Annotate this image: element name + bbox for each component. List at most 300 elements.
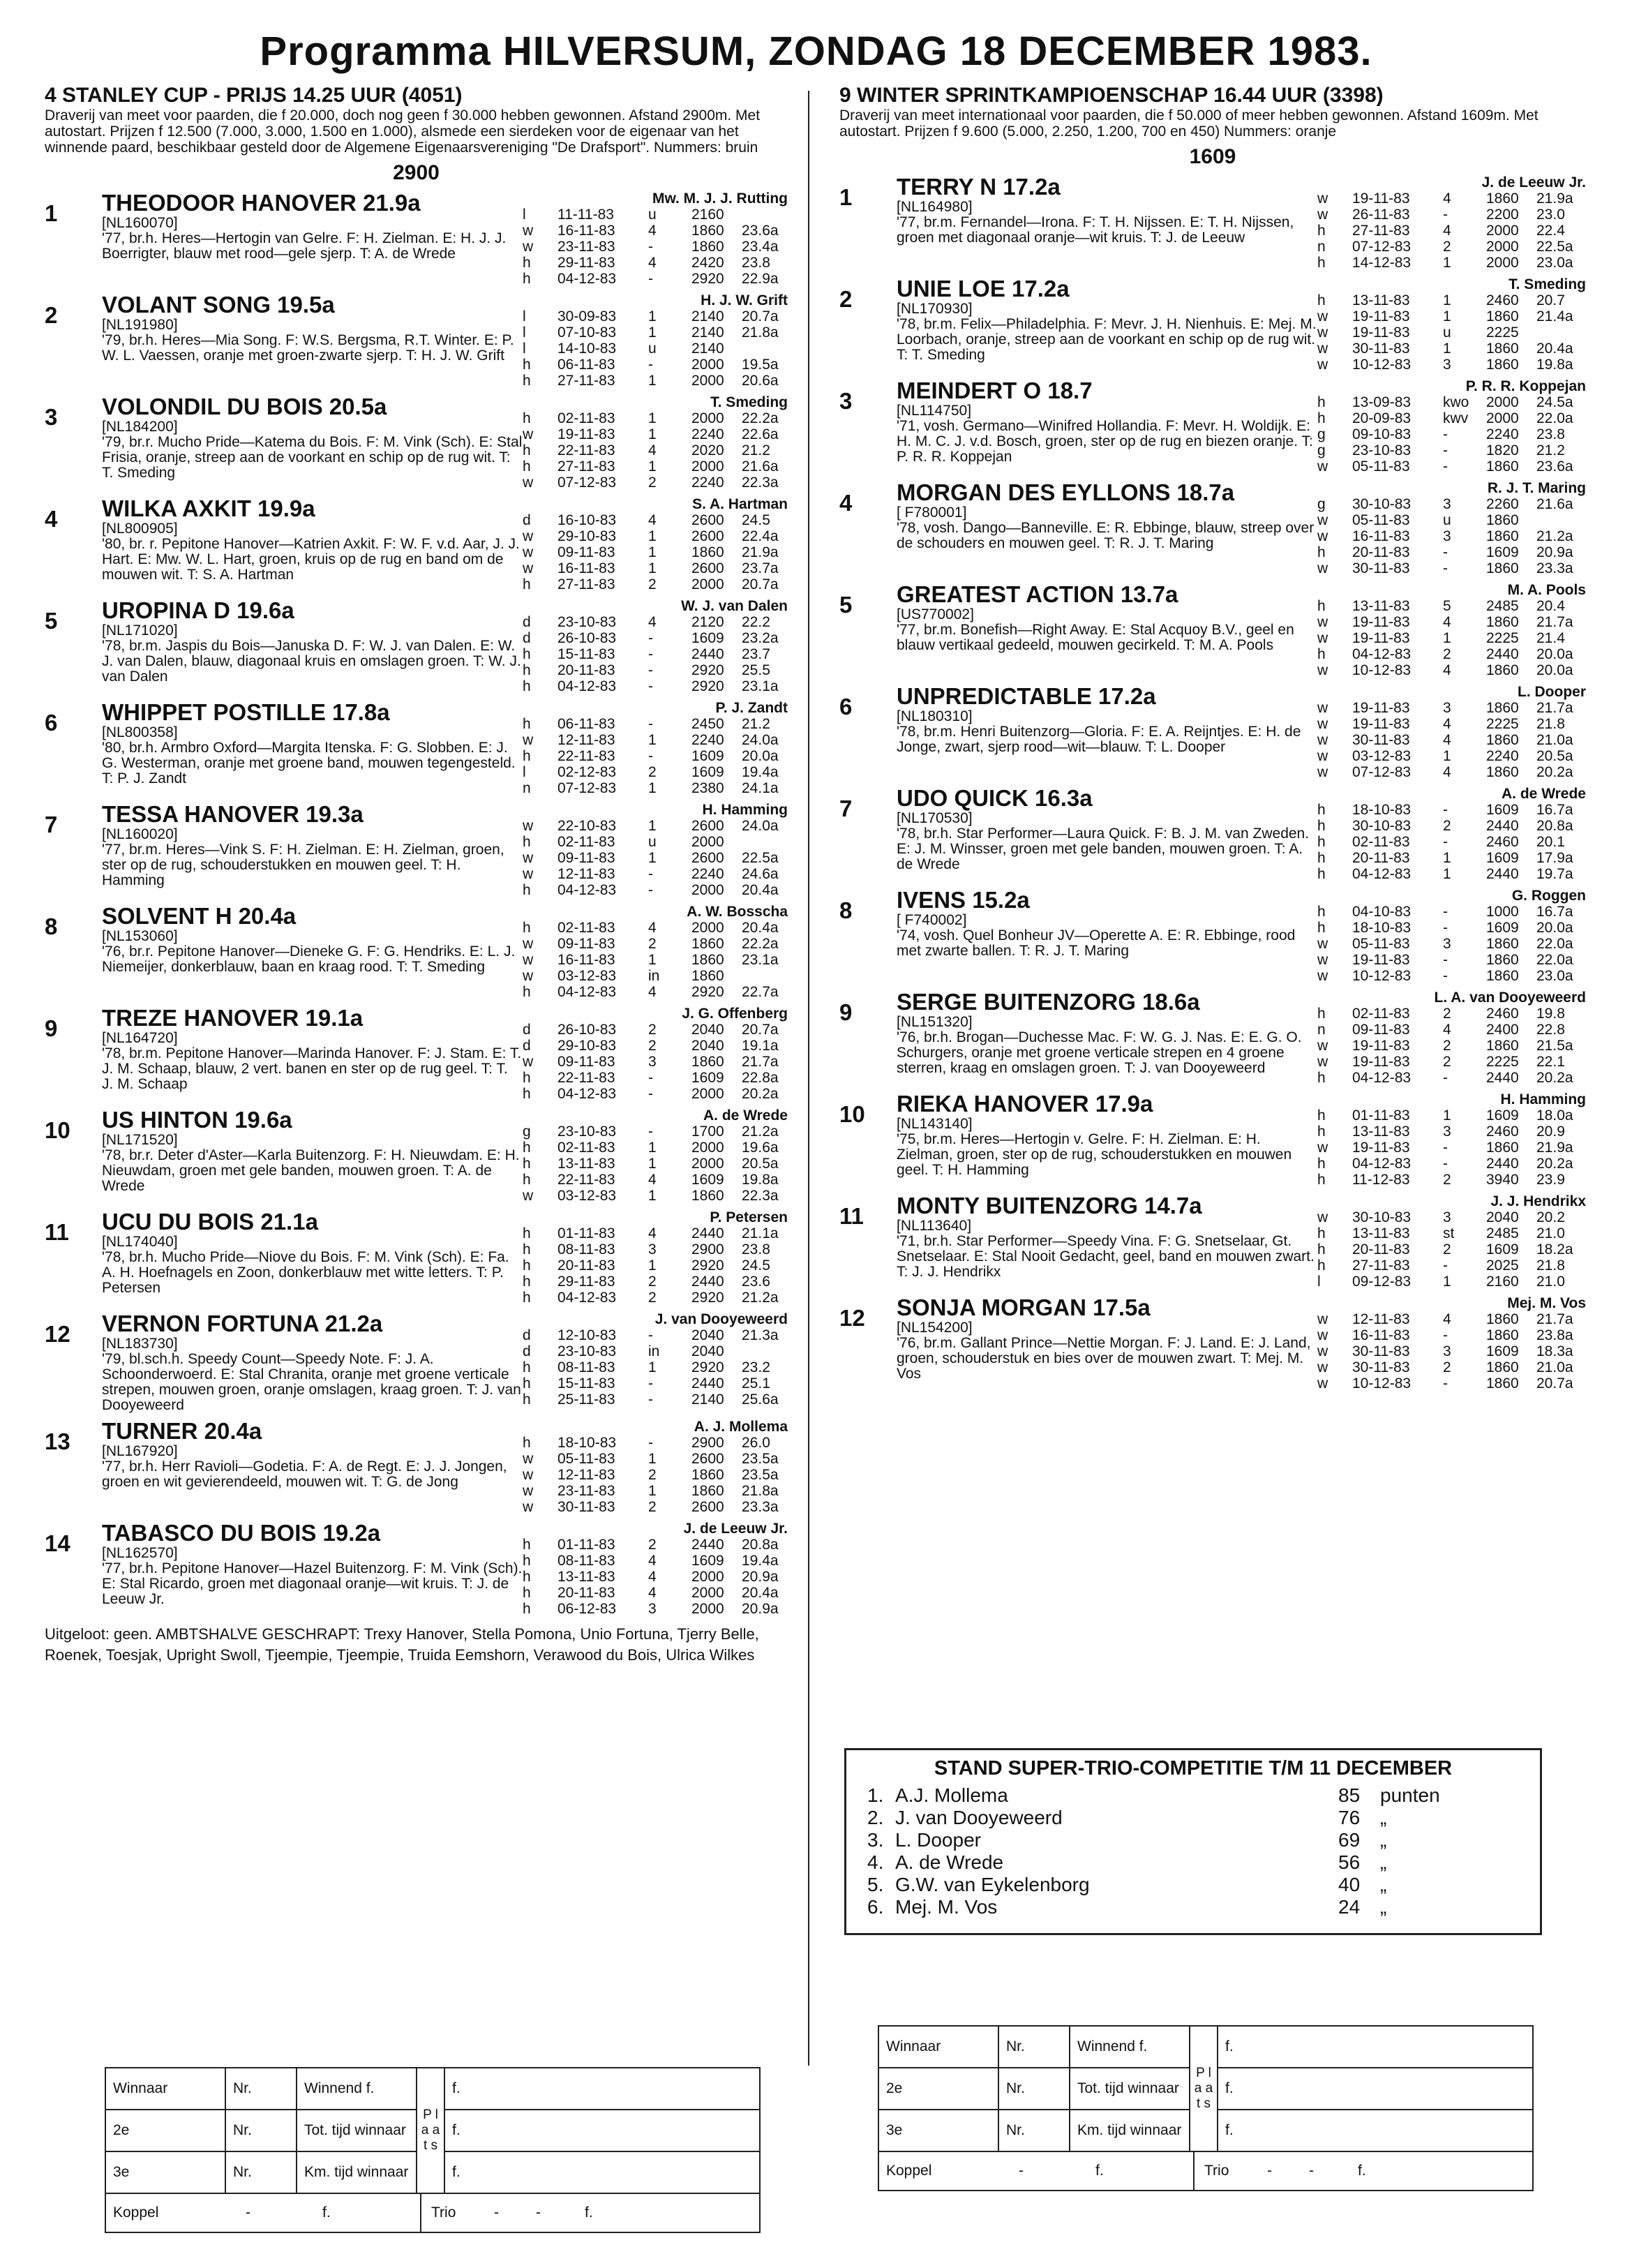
distance: 2440 (691, 1375, 724, 1392)
race-distance: 1609 (1189, 145, 1236, 168)
performance-row (1317, 748, 1586, 764)
distance: 1860 (691, 1054, 724, 1070)
performance-row (523, 614, 788, 630)
horse-entry (839, 1295, 1586, 1392)
horse-performance (1317, 786, 1586, 882)
horse-id: [NL174040] (102, 1234, 178, 1250)
distance: 1860 (691, 544, 724, 560)
horse-id: [ F780001] (897, 505, 967, 521)
distance: 1860 (1486, 1140, 1519, 1156)
horse-number: 12 (839, 1305, 865, 1331)
race-date: 01-11-83 (1352, 1107, 1410, 1124)
race-date: 22-11-83 (557, 748, 615, 764)
horse-info (839, 582, 1317, 678)
distance: 2000 (691, 920, 724, 936)
placing: 4 (648, 255, 657, 271)
horse-performance (1317, 684, 1586, 780)
placing: 2 (648, 1274, 657, 1290)
horse-entry (45, 496, 788, 592)
horse-id: [NL800358] (102, 724, 178, 740)
horse-info (45, 904, 523, 1000)
km-time: 19.4a (742, 1553, 779, 1569)
horse-performance (1317, 1091, 1586, 1188)
horse-entry (839, 990, 1586, 1086)
race-date: 02-11-83 (557, 920, 615, 936)
race-date: 30-11-83 (1352, 560, 1410, 576)
race-date: 19-11-83 (557, 426, 615, 442)
distance: 1860 (1486, 528, 1519, 544)
koppel-f: f. (322, 2204, 331, 2221)
horse-info (839, 1193, 1317, 1290)
km-time: 22.8 (1536, 1022, 1565, 1038)
driver-name: A. de Wrede (703, 1107, 788, 1124)
race-date: 16-10-83 (557, 512, 617, 528)
placing: - (1443, 1156, 1448, 1172)
race-date: 13-11-83 (557, 1569, 615, 1585)
track-code: g (1317, 496, 1326, 512)
horse-number: 14 (45, 1530, 70, 1556)
race-date: 19-11-83 (1352, 1038, 1410, 1054)
standings-points: 85 (1338, 1784, 1361, 1806)
horse-performance (1317, 888, 1586, 984)
placing: - (648, 646, 653, 662)
horse-number: 10 (839, 1101, 865, 1127)
horse-list (839, 174, 1586, 1392)
placing: - (1443, 802, 1448, 818)
horse-number: 10 (45, 1117, 70, 1143)
km-time (1536, 324, 1586, 341)
distance: 2140 (691, 341, 724, 357)
race-date: 30-11-83 (1352, 732, 1410, 748)
standings-row (867, 1851, 1519, 1874)
performance-row (1317, 1070, 1586, 1086)
horse-info (45, 1419, 523, 1515)
horse-entry (839, 480, 1586, 576)
placing: 1 (648, 1156, 657, 1172)
koppel-dash: - (246, 2204, 250, 2221)
distance: 2600 (691, 560, 724, 576)
race-date: 13-11-83 (557, 1156, 615, 1172)
horse-name: TABASCO DU BOIS 19.2a (102, 1520, 381, 1546)
race-date: 19-11-83 (1352, 700, 1410, 716)
distance: 1860 (1486, 341, 1519, 357)
race-date: 29-10-83 (557, 528, 617, 544)
track-code: h (523, 1290, 531, 1306)
distance: 2000 (691, 1601, 724, 1617)
race-date: 02-11-83 (557, 834, 615, 850)
horse-description: '78, br.m. Felix—Philadelphia. F: Mevr. J. H. Nienhuis. E: Mej. M. Loorbach, oranje, streep aan de voorkant en schip op de rug wit. T: T. Smeding (897, 316, 1317, 363)
distance: 3940 (1486, 1172, 1519, 1188)
placing: 1 (648, 1359, 657, 1375)
horse-entry (45, 1006, 788, 1102)
km-time: 21.2 (742, 716, 770, 732)
performance-row (1317, 1274, 1586, 1290)
performance-row (1317, 1006, 1586, 1022)
race-date: 19-11-83 (1352, 1140, 1410, 1156)
km-time: 22.1 (1536, 1054, 1565, 1070)
km-time: 20.1 (1536, 834, 1565, 850)
track-code: h (1317, 850, 1326, 866)
track-code: h (523, 1274, 531, 1290)
track-code: h (1317, 394, 1326, 410)
standings-name: A. de Wrede (895, 1851, 1004, 1873)
placing: - (1443, 952, 1448, 968)
distance: 2485 (1486, 598, 1519, 614)
performance-row (523, 732, 788, 748)
race-date: 05-11-83 (1352, 458, 1410, 475)
placing: 3 (1443, 700, 1451, 716)
track-code: w (1317, 207, 1328, 223)
driver-name: G. Roggen (1511, 888, 1586, 904)
track-code: h (1317, 1107, 1326, 1124)
race-date: 26-11-83 (1352, 207, 1410, 223)
track-code: h (523, 1392, 531, 1408)
standings-row (867, 1829, 1519, 1851)
race-date: 13-09-83 (1352, 394, 1412, 410)
km-time: 21.0 (1536, 1274, 1565, 1290)
performance-row (1317, 1140, 1586, 1156)
standings-points: 76 (1338, 1807, 1361, 1828)
track-code: l (523, 308, 526, 324)
performance-row (523, 239, 788, 255)
distance: 1820 (1486, 442, 1519, 458)
horse-name: VOLANT SONG 19.5a (102, 292, 335, 318)
placing: - (1443, 1375, 1448, 1392)
placing: 4 (648, 1172, 657, 1188)
performance-row (1317, 662, 1586, 678)
km-time: 20.4a (742, 1585, 779, 1601)
race-date: 04-12-83 (1352, 866, 1412, 882)
performance-row (523, 1290, 788, 1306)
trio-dash-2: - (1309, 2163, 1314, 2179)
km-time: 20.2 (1536, 1209, 1565, 1225)
km-time: 20.7a (742, 308, 779, 324)
performance-row (1317, 341, 1586, 357)
track-code: w (523, 426, 534, 442)
race-date: 09-10-83 (1352, 426, 1412, 442)
race-date: 06-11-83 (557, 716, 615, 732)
horse-entry (45, 1419, 788, 1515)
track-code: h (523, 1585, 531, 1601)
distance: 1609 (691, 764, 724, 780)
f-label: f. (444, 2151, 760, 2193)
race-date: 22-11-83 (557, 442, 615, 458)
race-info: Draverij van meet internationaal voor paarden, die f 50.000 of meer hebben gewonnen. Afstand 1609m. Met autostart. Prijzen f 9.600 (5.000, 2.250, 1.200, 700 en 450) Nummers: oranje (839, 107, 1539, 140)
performance-row (1317, 496, 1586, 512)
performance-row (523, 475, 788, 491)
km-time: 20.9 (1536, 1124, 1565, 1140)
race-date: 18-10-83 (1352, 920, 1412, 936)
placing: kwv (1443, 410, 1469, 426)
distance: 2040 (1486, 1209, 1519, 1225)
horse-performance (523, 1006, 788, 1102)
horse-id: [NL162570] (102, 1545, 178, 1561)
distance: 2440 (691, 1274, 724, 1290)
race-date: 19-11-83 (1352, 191, 1410, 207)
placing: 1 (1443, 292, 1451, 308)
horse-info (839, 378, 1317, 475)
performance-row (1317, 716, 1586, 732)
horse-name: VERNON FORTUNA 21.2a (102, 1311, 383, 1336)
placing: - (648, 716, 653, 732)
track-code: w (523, 223, 534, 239)
horse-entry (839, 1193, 1586, 1290)
distance: 2160 (691, 207, 724, 223)
track-code: w (523, 732, 534, 748)
driver-name: J. G. Offenberg (682, 1006, 788, 1022)
race-date: 09-11-83 (1352, 1022, 1410, 1038)
race-date: 12-11-83 (1352, 1311, 1410, 1327)
performance-row (523, 764, 788, 780)
race-date: 27-11-83 (557, 373, 615, 389)
km-time: 23.2a (742, 630, 779, 646)
race-date: 29-10-83 (557, 1038, 617, 1054)
distance: 2040 (691, 1343, 724, 1359)
race-date: 13-11-83 (1352, 1225, 1410, 1241)
column-divider (808, 91, 809, 2066)
race-date: 02-12-83 (557, 764, 617, 780)
race-date: 19-11-83 (1352, 630, 1410, 646)
distance: 2000 (1486, 410, 1519, 426)
distance: 2040 (691, 1327, 724, 1343)
placing: - (648, 239, 653, 255)
distance: 1860 (691, 952, 724, 968)
third-label: 3e (878, 2110, 998, 2151)
horse-performance (523, 1107, 788, 1204)
standings-name: L. Dooper (895, 1829, 981, 1851)
race-date: 16-11-83 (1352, 528, 1410, 544)
performance-row (523, 271, 788, 287)
race-date: 03-12-83 (1352, 748, 1412, 764)
placing: 1 (1443, 850, 1451, 866)
distance: 1860 (1486, 512, 1519, 528)
placing: 2 (1443, 1054, 1451, 1070)
placing: 2 (648, 576, 657, 592)
performance-row (523, 324, 788, 341)
distance: 2920 (691, 1290, 724, 1306)
track-code: w (1317, 458, 1328, 475)
distance: 2000 (1486, 223, 1519, 239)
distance: 1609 (691, 1172, 724, 1188)
track-code: w (523, 850, 534, 866)
distance: 2600 (691, 818, 724, 834)
distance: 1860 (1486, 1311, 1519, 1327)
race-date: 22-10-83 (557, 818, 617, 834)
horse-info (45, 1311, 523, 1413)
performance-row (523, 850, 788, 866)
horse-number: 5 (839, 592, 853, 618)
race-date: 08-11-83 (557, 1359, 615, 1375)
track-code: w (523, 936, 534, 952)
track-code: h (1317, 255, 1326, 271)
race-date: 13-11-83 (1352, 598, 1410, 614)
horse-info (45, 394, 523, 491)
horse-description: '71, vosh. Germano—Winifred Hollandia. F: Mevr. H. Woldijk. E: H. M. C. J. v.d. Bosch, groen, ster op de rug en biezen oranje. T: P. R. R. Koppejan (897, 418, 1313, 465)
track-code: h (523, 1359, 531, 1375)
standings-points: 56 (1338, 1851, 1361, 1873)
km-time-label: Km. tijd winnaar (1070, 2110, 1190, 2151)
placing: 1 (648, 410, 657, 426)
placing: 4 (1443, 614, 1451, 630)
track-code: n (1317, 1022, 1326, 1038)
placing: 4 (1443, 223, 1451, 239)
placing: 1 (648, 1140, 657, 1156)
distance: 2160 (1486, 1274, 1519, 1290)
performance-row (523, 646, 788, 662)
distance: 2600 (691, 1499, 724, 1515)
km-time: 23.6 (742, 1274, 770, 1290)
distance: 2000 (1486, 239, 1519, 255)
horse-number: 12 (45, 1321, 70, 1347)
performance-row (523, 1585, 788, 1601)
race-date: 30-10-83 (1352, 818, 1412, 834)
track-code: d (523, 512, 531, 528)
km-time: 21.2a (1536, 528, 1573, 544)
distance: 2485 (1486, 1225, 1519, 1241)
distance: 2000 (691, 1156, 724, 1172)
performance-row (523, 662, 788, 678)
performance-row (1317, 292, 1586, 308)
track-code: h (1317, 818, 1326, 834)
distance: 1860 (1486, 1327, 1519, 1343)
track-code: h (523, 1086, 531, 1102)
distance: 2120 (691, 614, 724, 630)
race-date: 30-11-83 (1352, 1359, 1410, 1375)
race-date: 12-10-83 (557, 1327, 617, 1343)
km-time: 21.7a (1536, 1311, 1573, 1327)
horse-name: MEINDERT O 18.7 (897, 378, 1093, 403)
total-time-label: Tot. tijd winnaar (297, 2110, 417, 2151)
performance-row (523, 1483, 788, 1499)
track-code: w (1317, 1038, 1328, 1054)
performance-row (523, 1499, 788, 1515)
horse-info (839, 1295, 1317, 1392)
track-code: g (523, 1124, 531, 1140)
race-date: 20-09-83 (1352, 410, 1412, 426)
horse-id: [ F740002] (897, 912, 967, 928)
distance: 1609 (1486, 544, 1519, 560)
horse-id: [NL183730] (102, 1336, 178, 1352)
distance: 1860 (1486, 764, 1519, 780)
race-date: 22-11-83 (557, 1070, 615, 1086)
km-time: 23.5a (742, 1451, 779, 1467)
placing: 1 (648, 732, 657, 748)
race-date: 04-12-83 (1352, 646, 1412, 662)
km-time: 22.5a (742, 850, 779, 866)
horse-info (839, 888, 1317, 984)
performance-row (523, 1375, 788, 1392)
track-code: h (1317, 1070, 1326, 1086)
placing: 1 (1443, 308, 1451, 324)
race-date: 19-11-83 (1352, 1054, 1410, 1070)
km-time: 25.1 (742, 1375, 770, 1392)
performance-row (1317, 410, 1586, 426)
track-code: w (1317, 308, 1328, 324)
performance-row (523, 1172, 788, 1188)
placing: 3 (648, 1054, 657, 1070)
horse-info (45, 1521, 523, 1617)
distance: 1609 (691, 1070, 724, 1086)
km-time: 16.7a (1536, 802, 1573, 818)
performance-row (523, 1553, 788, 1569)
horse-number: 2 (45, 302, 58, 328)
placing: 3 (1443, 1343, 1451, 1359)
race-date: 14-10-83 (557, 341, 617, 357)
trio-label: Trio (1204, 2163, 1229, 2179)
standings-name: A.J. Mollema (895, 1784, 1008, 1806)
km-time: 23.8a (1536, 1327, 1573, 1343)
distance: 2400 (1486, 1022, 1519, 1038)
distance: 2900 (691, 1435, 724, 1451)
driver-name: J. de Leeuw Jr. (683, 1521, 788, 1537)
performance-row (1317, 834, 1586, 850)
km-time: 22.0a (1536, 410, 1573, 426)
track-code: h (523, 1241, 531, 1258)
performance-row (1317, 1241, 1586, 1258)
performance-row (1317, 426, 1586, 442)
placing: 1 (648, 952, 657, 968)
performance-row (523, 1086, 788, 1102)
performance-row (523, 458, 788, 475)
km-time: 23.0a (1536, 255, 1573, 271)
distance: 2000 (691, 373, 724, 389)
placing: 3 (648, 1241, 657, 1258)
race-date: 30-11-83 (1352, 341, 1410, 357)
placing: - (648, 1070, 653, 1086)
horse-id: [NL167920] (102, 1443, 178, 1459)
performance-row (1317, 1311, 1586, 1327)
placing: u (1443, 324, 1451, 341)
performance-row (523, 780, 788, 796)
placing: u (648, 341, 657, 357)
placing: 2 (648, 764, 657, 780)
track-code: d (523, 1343, 531, 1359)
horse-description: '78, br.r. Deter d'Aster—Karla Buitenzorg. F: H. Nieuwdam. E: H. Nieuwdam, groen met gele banden, mouwen groen. T: A. de Wrede (102, 1147, 520, 1194)
track-code: h (523, 1569, 531, 1585)
km-time (742, 341, 788, 357)
placing: - (1443, 1327, 1448, 1343)
standings-name: Mej. M. Vos (895, 1896, 998, 1918)
placing: 4 (648, 1585, 657, 1601)
horse-performance (523, 904, 788, 1000)
driver-name: T. Smeding (710, 394, 788, 410)
km-time (742, 834, 788, 850)
distance: 2460 (1486, 292, 1519, 308)
race-date: 19-11-83 (1352, 324, 1410, 341)
race-date: 18-10-83 (1352, 802, 1412, 818)
horse-entry (45, 1209, 788, 1306)
track-code: g (1317, 442, 1326, 458)
driver-name: R. J. T. Maring (1487, 480, 1586, 496)
track-code: w (1317, 191, 1328, 207)
performance-row (1317, 1022, 1586, 1038)
performance-row (523, 936, 788, 952)
standings-list (867, 1784, 1519, 1918)
km-time: 26.0 (742, 1435, 770, 1451)
placing: - (1443, 458, 1448, 475)
performance-row (1317, 1172, 1586, 1188)
performance-row (523, 818, 788, 834)
horse-id: [US770002] (897, 606, 974, 622)
distance: 2440 (1486, 866, 1519, 882)
distance: 2025 (1486, 1258, 1519, 1274)
distance: 1860 (691, 1483, 724, 1499)
distance: 2240 (691, 426, 724, 442)
horse-number: 7 (839, 796, 853, 821)
distance: 1860 (691, 1467, 724, 1483)
horse-description: '71, br.h. Star Performer—Speedy Vina. F: G. Snetselaar, Gt. Snetselaar. E: Stal Nooit Gedacht, geel, band en mouwen zwart. T: J. J. Hendrikx (897, 1233, 1315, 1280)
track-code: l (523, 207, 526, 223)
